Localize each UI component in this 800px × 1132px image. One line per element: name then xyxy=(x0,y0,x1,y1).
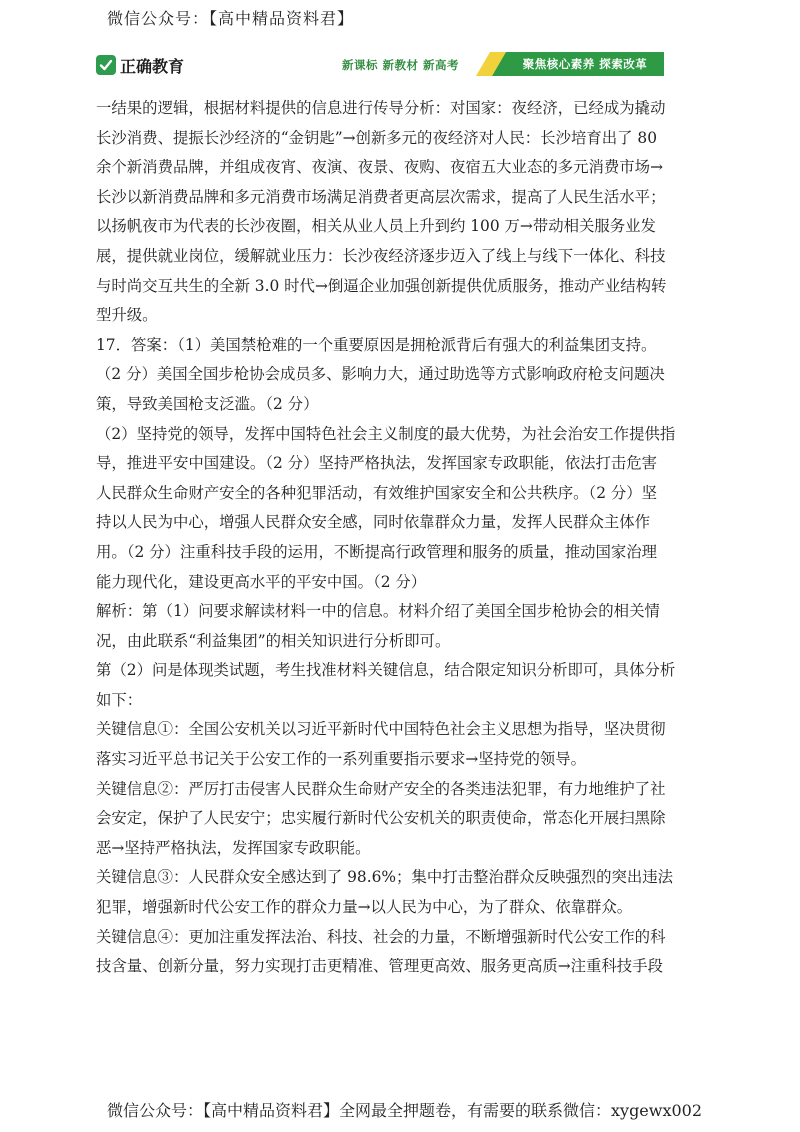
text-line: 余个新消费品牌，并组成夜宵、夜演、夜景、夜购、夜宿五大业态的多元消费市场→ xyxy=(96,158,663,177)
text-line: 况，由此联系“利益集团”的相关知识进行分析即可。 xyxy=(96,631,451,650)
bottom-watermark: 微信公众号：【高中精品资料君】全网最全押题卷，有需要的联系微信：xygewx002 xyxy=(107,1101,703,1120)
text-line: 一结果的逻辑，根据材料提供的信息进行传导分析：对国家：夜经济，已经成为撬动 xyxy=(96,99,666,117)
text-line: 关键信息①：全国公安机关以习近平新时代中国特色社会主义思想为指导，坚决贯彻 xyxy=(96,720,666,739)
text-line: 技含量、创新分量，努力实现打击更精准、管理更高效、服务更高质→注重科技手段 xyxy=(96,957,663,976)
text-line: 展，提供就业岗位，缓解就业压力：长沙夜经济逐步迈入了线上与线下一体化、科技 xyxy=(96,246,666,265)
page-header xyxy=(96,48,664,86)
text-line: 落实习近平总书记关于公安工作的一系列重要指示要求→坚持党的领导。 xyxy=(96,750,587,769)
text-line: 与时尚交互共生的全新 3.0 时代→倒逼企业加强创新提供优质服务，推动产业结构转 xyxy=(96,276,667,295)
slogan-band xyxy=(476,52,664,76)
text-line: 第（2）问是体现类试题，考生找准材料关键信息，结合限定知识分析即可，具体分析 xyxy=(96,661,676,680)
text-line: 犯罪，增强新时代公安工作的群众力量→以人民为中心，为了群众、依靠群众。 xyxy=(96,898,633,917)
text-line: 持以人民为中心，增强人民群众安全感，同时依靠群众力量，发挥人民群众主体作 xyxy=(96,513,651,532)
text-line: 17．答案：（1）美国禁枪难的一个重要原因是拥枪派背后有强大的利益集团支持。 xyxy=(96,335,657,354)
text-line: 长沙消费、提振长沙经济的“金钥匙”→创新多元的夜经济对人民：长沙培育出了 80 xyxy=(96,128,657,147)
text-line: 型升级。 xyxy=(96,306,158,325)
checkmark-icon xyxy=(96,55,116,75)
text-line: 策，导致美国枪支泛滥。（2 分） xyxy=(96,394,319,413)
text-line: 长沙以新消费品牌和多元消费市场满足消费者更高层次需求，提高了人民生活水平； xyxy=(96,187,666,206)
text-line: 人民群众生命财产安全的各种犯罪活动，有效维护国家安全和公共秩序。（2 分）坚 xyxy=(96,483,658,502)
document-body xyxy=(96,94,708,982)
text-line: （2 分）美国全国步枪协会成员多、影响力大，通过助选等方式影响政府枪支问题决 xyxy=(96,365,665,384)
slogan-right: 聚焦核心素养 探索改革 xyxy=(522,57,648,71)
text-line: （2）坚持党的领导，发挥中国特色社会主义制度的最大优势，为社会治安工作提供指 xyxy=(96,424,676,443)
slogan-left: 新课标 新教材 新高考 xyxy=(342,58,460,72)
text-line: 以扬帆夜市为代表的长沙夜圈，相关从业人员上升到约 100 万→带动相关服务业发 xyxy=(96,217,656,236)
text-line: 恶→坚持严格执法，发挥国家专政职能。 xyxy=(96,838,371,857)
text-line: 解析：第（1）问要求解读材料一中的信息。材料介绍了美国全国步枪协会的相关情 xyxy=(96,602,660,621)
text-line: 关键信息②：严厉打击侵害人民群众生命财产安全的各类违法犯罪，有力地维护了社 xyxy=(96,779,666,798)
text-line: 导，推进平安中国建设。（2 分）坚持严格执法，发挥国家专政职能，依法打击危害 xyxy=(96,454,658,473)
text-line: 如下： xyxy=(96,690,143,709)
top-watermark: 微信公众号：【高中精品资料君】 xyxy=(107,9,355,28)
text-line: 能力现代化，建设更高水平的平安中国。（2 分） xyxy=(96,572,427,591)
logo-text: 正确教育 xyxy=(120,56,185,76)
text-line: 关键信息③：人民群众安全感达到了 98.6%；集中打击整治群众反映强烈的突出违法 xyxy=(96,868,674,887)
text-line: 关键信息④：更加注重发挥法治、科技、社会的力量，不断增强新时代公安工作的科 xyxy=(96,927,666,946)
text-line: 用。（2 分）注重科技手段的运用，不断提高行政管理和服务的质量，推动国家治理 xyxy=(96,542,658,561)
text-line: 会安定，保护了人民安宁；忠实履行新时代公安机关的职责使命，常态化开展扫黑除 xyxy=(96,809,666,828)
logo xyxy=(96,52,184,78)
